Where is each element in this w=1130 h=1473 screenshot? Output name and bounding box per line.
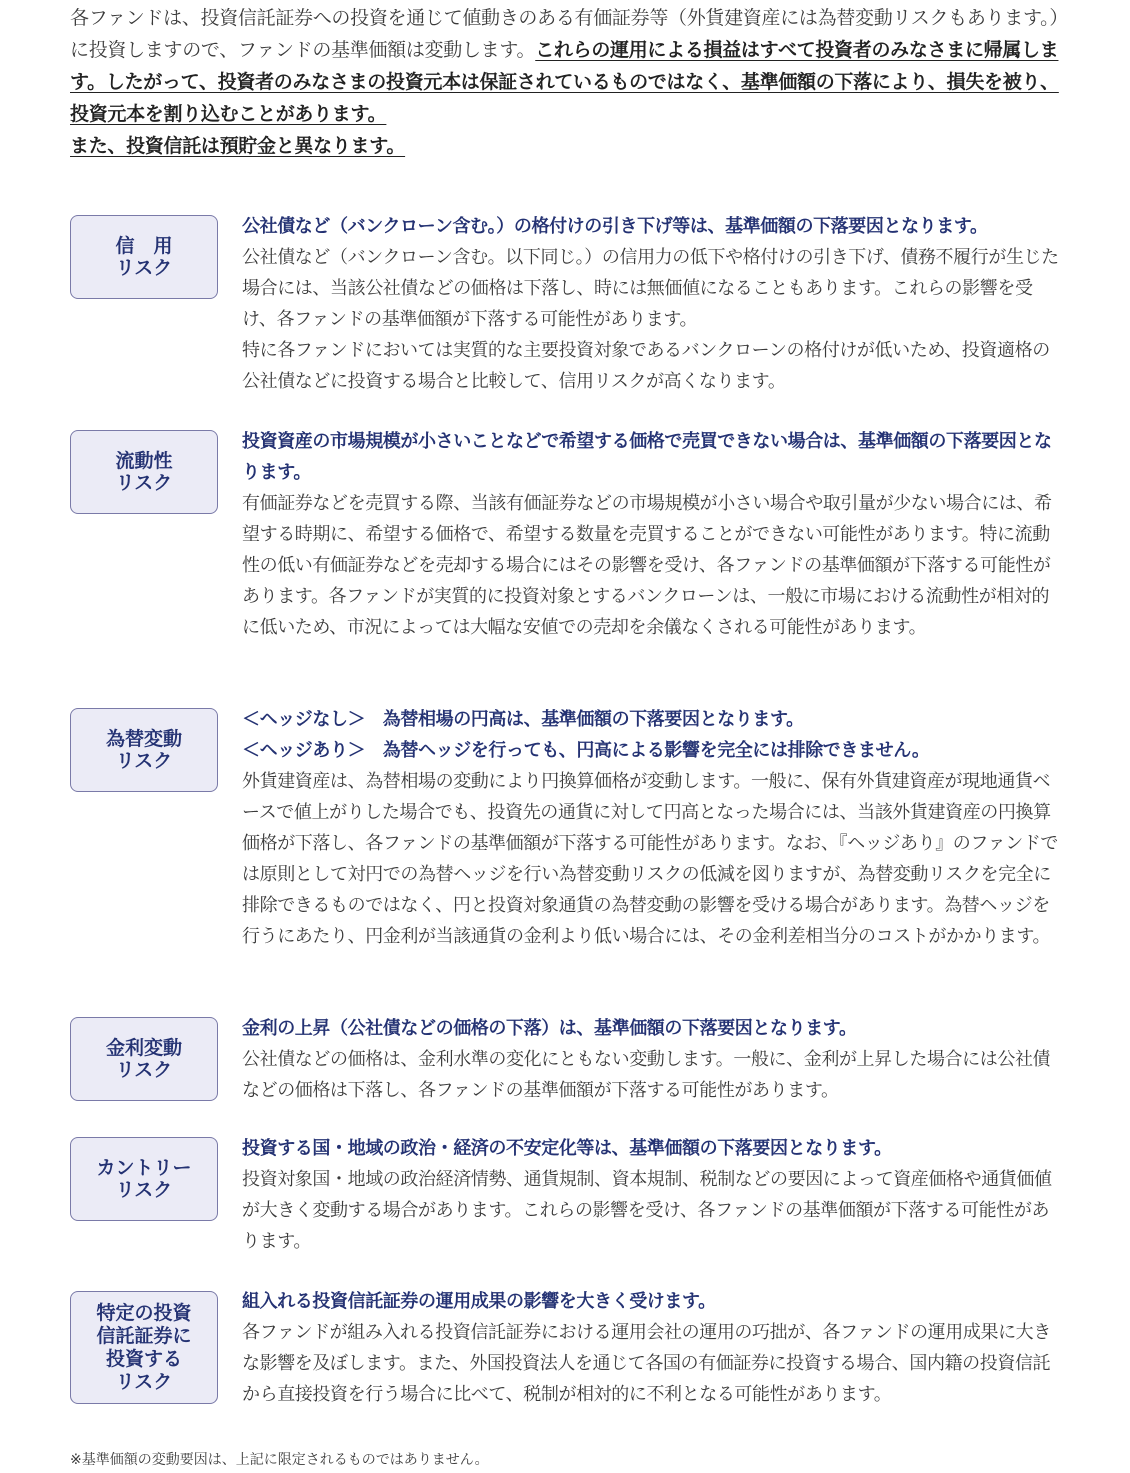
risk-body: 有価証券などを売買する際、当該有価証券などの市場規模が小さい場合や取引量が少ない場合には、希望する時期に、希望する価格で、希望する数量を売買することができない可能性があります。特に流動性の低い有価証券などを売却する場合にはその影響を受け、各ファンドの基準価額が下落する可能性があります。各ファンドが実質的に投資対象とするバンクローンは、一般に市場における流動性が相対的に低いため、市況によっては大幅な安値での売却を余儀なくされる可能性があります。 [242, 493, 1052, 638]
risk-content [242, 704, 1064, 952]
risk-heading: 投資する国・地域の政治・経済の不安定化等は、基準価額の下落要因となります。 [242, 1138, 892, 1159]
risk-heading: 公社債など（バンクローン含む。）の格付けの引き下げ等は、基準価額の下落要因となります。 [242, 216, 988, 237]
risk-content [242, 1286, 1064, 1410]
risk-label-line: カントリー [96, 1157, 192, 1179]
risk-label-line: リスク [115, 257, 173, 279]
intro-paragraph [70, 2, 1070, 162]
risk-body: 外貨建資産は、為替相場の変動により円換算価格が変動します。一般に、保有外貨建資産が現地通貨ベースで値上がりした場合でも、投資先の通貨に対して円高となった場合には、当該外貨建資産の円換算価格が下落し、各ファンドの基準価額が下落する可能性があります。なお、『ヘッジあり』のファンドでは原則として対円での為替ヘッジを行い為替変動リスクの低減を図りますが、為替変動リスクを完全に排除できるものではなく、円と投資対象通貨の為替変動の影響を受ける場合があります。為替ヘッジを行うにあたり、円金利が当該通貨の金利より低い場合には、その金利差相当分のコストがかかります。 [242, 771, 1059, 947]
risk-content [242, 1133, 1064, 1257]
intro-text: 各ファンドは、投資信託証券への投資を通じて値動きのある有価証券等（外貨建資産には為替変動リスクもあります。）に投資しますので、ファンドの基準価額は変動します。 [70, 7, 1069, 61]
risk-label-line: 投資する [105, 1347, 182, 1370]
risk-label-badge [70, 1137, 218, 1221]
risk-heading: ＜ヘッジなし＞ 為替相場の円高は、基準価額の下落要因となります。 [242, 709, 804, 730]
risk-label-line: 信託証券に [96, 1324, 192, 1347]
risk-body: 公社債などの価格は、金利水準の変化にともない変動します。一般に、金利が上昇した場合には公社債などの価格は下落し、各ファンドの基準価額が下落する可能性があります。 [242, 1049, 1051, 1101]
risk-content [242, 1013, 1064, 1106]
risk-label-line: 流動性 [115, 450, 173, 472]
risk-label-badge [70, 1291, 218, 1404]
risk-label-badge [70, 708, 218, 792]
intro-emphasis-deposit: また、投資信託は預貯金と異なります。 [70, 135, 406, 157]
risk-heading: 投資資産の市場規模が小さいことなどで希望する価格で売買できない場合は、基準価額の下落要因となります。 [242, 431, 1052, 483]
risk-heading: 金利の上昇（公社債などの価格の下落）は、基準価額の下落要因となります。 [242, 1018, 857, 1039]
risk-content [242, 426, 1064, 643]
risk-body: 公社債など（バンクローン含む。以下同じ。）の信用力の低下や格付けの引き下げ、債務不履行が生じた場合には、当該公社債などの価格は下落し、時には無価値になることもあります。これらの影響を受け、各ファンドの基準価額が下落する可能性があります。 [242, 247, 1059, 330]
intro-emphasis: これらの運用による損益はすべて投資者のみなさまに帰属します。したがって、投資者のみなさまの投資元本は保証されているものではなく、基準価額の下落により、損失を被り、投資元本を割り込むことがあります。 [70, 39, 1059, 125]
risk-label-line: リスク [115, 1370, 173, 1393]
risk-label-line: 為替変動 [105, 728, 182, 750]
footnote: ※基準価額の変動要因は、上記に限定されるものではありません。 [70, 1452, 489, 1468]
risk-body: 特に各ファンドにおいては実質的な主要投資対象であるバンクローンの格付けが低いため、投資適格の公社債などに投資する場合と比較して、信用リスクが高くなります。 [242, 340, 1050, 392]
risk-label-line: リスク [115, 1059, 173, 1081]
risk-content [242, 211, 1064, 397]
risk-heading: 組入れる投資信託証券の運用成果の影響を大きく受けます。 [242, 1291, 716, 1312]
risk-heading: ＜ヘッジあり＞ 為替ヘッジを行っても、円高による影響を完全には排除できません。 [242, 740, 930, 761]
risk-label-line: リスク [115, 472, 173, 494]
risk-label-badge [70, 430, 218, 514]
risk-label-line: リスク [115, 1179, 173, 1201]
risk-label-badge [70, 215, 218, 299]
risk-label-line: 信 用 [115, 235, 173, 257]
risk-body: 投資対象国・地域の政治経済情勢、通貨規制、資本規制、税制などの要因によって資産価格や通貨価値が大きく変動する場合があります。これらの影響を受け、各ファンドの基準価額が下落する可能性があります。 [242, 1169, 1052, 1252]
risk-label-line: 特定の投資 [96, 1301, 192, 1324]
risk-label-line: リスク [115, 750, 173, 772]
risk-body: 各ファンドが組み入れる投資信託証券における運用会社の運用の巧拙が、各ファンドの運用成果に大きな影響を及ぼします。また、外国投資法人を通じて各国の有価証券に投資する場合、国内籍の投資信託から直接投資を行う場合に比べて、税制が相対的に不利となる可能性があります。 [242, 1322, 1051, 1405]
risk-label-badge [70, 1017, 218, 1101]
risk-label-line: 金利変動 [105, 1037, 182, 1059]
